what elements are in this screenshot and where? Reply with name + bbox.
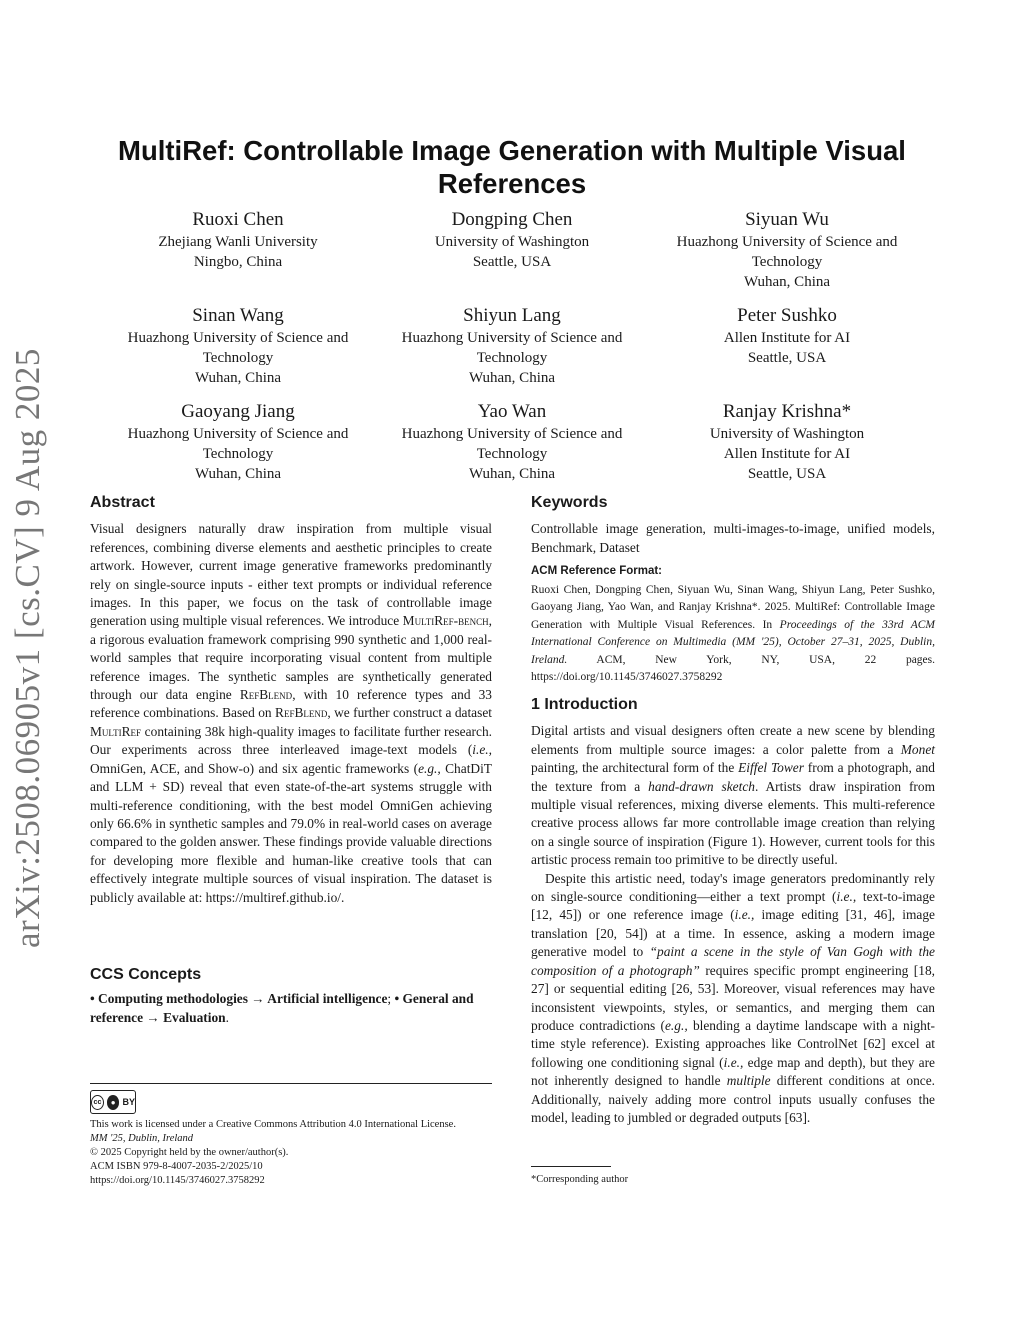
- intro-paragraph: Despite this artistic need, today's image generators predominantly rely on single-source conditioning—either a text prompt (i.e., text-to-image [12, 45]) or one reference image (i.e., image editing [31, 46], image translation [20, 54]) at a time. In essence, asking a modern image generative model to “paint a scene in the style of Van Gogh with the composition of a photograph” requires specific prompt engineering [18, 27] or sequential editing [26, 53]. Moreover, visual references may have inconsistent viewpoints, styles, or semantics, and merging them can produce contradictions (e.g., blending a daytime landscape with a night-time style reference). Existing approaches like ControlNet [62] excel at following one conditioning signal (i.e., edge map and depth), but they are not inherently designed to handle multiple different conditions at once. Additionally, naively adding more control inputs usually confuses the model, leading to jumbled or degraded outputs [63].: [531, 870, 935, 1125]
- introduction-heading: 1 Introduction: [531, 696, 638, 713]
- author-affiliation: Technology: [202, 350, 274, 366]
- author-name: Peter Sushko: [737, 305, 837, 326]
- author-block: [642, 400, 932, 484]
- abstract-heading: Abstract: [90, 494, 155, 511]
- license-text: This work is licensed under a Creative Commons Attribution 4.0 International License.: [90, 1119, 456, 1130]
- acm-reference-section: [531, 563, 935, 687]
- footnote-divider: [531, 1166, 611, 1167]
- author-affiliation: Wuhan, China: [194, 466, 282, 482]
- author-affiliation: Huazhong University of Science and: [676, 234, 898, 250]
- author-name: Gaoyang Jiang: [181, 401, 295, 422]
- venue-text: MM '25, Dublin, Ireland: [90, 1133, 194, 1144]
- author-name: Ruoxi Chen: [192, 209, 284, 230]
- author-name: Sinan Wang: [192, 305, 284, 326]
- author-block: [642, 304, 932, 368]
- abstract-text: Visual designers naturally draw inspiration from multiple visual references, combining diverse elements and aesthetic principles to create artwork. However, current image generative frameworks predominantly rely on single-source inputs - either text prompts or individual reference images. In this paper, we focus on the task of controllable image generation using multiple visual references. We introduce MultiRef-bench, a rigorous evaluation framework comprising 990 synthetic and 1,000 real-world samples that require incorporating visual content from multiple reference images. The synthetic samples are synthetically generated through our data engine RefBlend, with 10 reference types and 33 reference combinations. Based on RefBlend, we further construct a dataset MultiRef containing 38k high-quality images to facilitate further research. Our experiments across three interleaved image-text models (i.e., OmniGen, ACE, and Show-o) and six agentic frameworks (e.g., ChatDiT and LLM + SD) reveal that even state-of-the-art systems struggle with multi-reference conditioning, with the best model OmniGen achieving only 66.6% in synthetic samples and 79.0% in real-world cases on average compared to the golden answer. These findings provide valuable directions for developing more flexible and human-like creative tools that can effectively integrate multiple sources of visual inspiration. The dataset is publicly available at: https://multiref.github.io/.: [90, 521, 492, 905]
- author-block: [642, 208, 932, 292]
- author-affiliation: Huazhong University of Science and: [127, 330, 349, 346]
- keywords-text: Controllable image generation, multi-images-to-image, unified models, Benchmark, Dataset: [531, 521, 935, 555]
- introduction-section: [531, 696, 935, 1127]
- by-icon: ●: [107, 1095, 120, 1110]
- abstract-section: [90, 494, 492, 907]
- paper-title: MultiRef: Controllable Image Generation with Multiple Visual References: [118, 135, 906, 199]
- author-affiliation: Wuhan, China: [194, 370, 282, 386]
- cc-by-license-icon: cc ● BY: [90, 1090, 136, 1114]
- acm-reference-heading: ACM Reference Format:: [531, 565, 662, 577]
- author-affiliation: Wuhan, China: [743, 274, 831, 290]
- author-block: [367, 208, 657, 272]
- author-block: [367, 400, 657, 484]
- author-affiliation: University of Washington: [434, 234, 590, 250]
- author-block: [93, 208, 383, 272]
- author-name: Shiyun Lang: [463, 305, 561, 326]
- author-affiliation: Wuhan, China: [468, 466, 556, 482]
- doi-link[interactable]: https://doi.org/10.1145/3746027.3758292: [90, 1175, 265, 1186]
- author-affiliation: Technology: [476, 446, 548, 462]
- keywords-heading: Keywords: [531, 494, 608, 511]
- author-affiliation: Huazhong University of Science and: [401, 426, 623, 442]
- intro-paragraph: Digital artists and visual designers often create a new scene by blending elements from multiple source images: a color palette from a Monet painting, the architectural form of the Eiffel Tower from a photograph, and the texture from a hand-drawn sketch. Artists draw inspiration from multiple visual references, mixing diverse elements. This multi-reference creative process allows far more controllable image creation than relying on a single source of inspiration (Figure 1). However, current tools for this artistic process remain too primitive to be directly useful.: [531, 723, 935, 868]
- ccs-section: [90, 966, 492, 1027]
- author-affiliation: Allen Institute for AI: [723, 330, 851, 346]
- author-block: [93, 304, 383, 388]
- isbn-text: ACM ISBN 979-8-4007-2035-2/2025/10: [90, 1161, 263, 1172]
- author-affiliation: Huazhong University of Science and: [127, 426, 349, 442]
- author-affiliation: Seattle, USA: [747, 466, 827, 482]
- author-affiliation: Wuhan, China: [468, 370, 556, 386]
- acm-reference-text: Ruoxi Chen, Dongping Chen, Siyuan Wu, Sinan Wang, Shiyun Lang, Peter Sushko, Gaoyang Jiang, Yao Wan, and Ranjay Krishna*. 2025. MultiRef: Controllable Image Generation with Multiple Visual References. In Proceedings of the 33rd ACM International Conference on Multimedia (MM '25), October 27–31, 2025, Dublin, Ireland. ACM, New York, NY, USA, 22 pages. https://doi.org/10.1145/3746027.3758292: [531, 583, 935, 683]
- author-name: Dongping Chen: [451, 209, 573, 230]
- ccs-text: • Computing methodologies → Artificial intelligence; • General and reference → Evaluation.: [90, 991, 474, 1025]
- author-block: [367, 304, 657, 388]
- author-affiliation: Zhejiang Wanli University: [158, 234, 318, 250]
- author-affiliation: Seattle, USA: [747, 350, 827, 366]
- author-affiliation: Technology: [751, 254, 823, 270]
- author-affiliation: Ningbo, China: [193, 254, 283, 270]
- author-name: Yao Wan: [477, 401, 547, 422]
- arxiv-stamp: arXiv:2508.06905v1 [cs.CV] 9 Aug 2025: [8, 348, 47, 948]
- author-affiliation: Allen Institute for AI: [723, 446, 851, 462]
- author-affiliation: Technology: [202, 446, 274, 462]
- ccs-heading: CCS Concepts: [90, 966, 202, 983]
- license-block: [90, 1118, 500, 1188]
- author-affiliation: University of Washington: [709, 426, 865, 442]
- author-affiliation: Technology: [476, 350, 548, 366]
- author-block: [93, 400, 383, 484]
- author-affiliation: Seattle, USA: [472, 254, 552, 270]
- author-name: Siyuan Wu: [745, 209, 829, 230]
- keywords-section: [531, 494, 935, 557]
- author-name: Ranjay Krishna*: [722, 401, 852, 422]
- footnote: *Corresponding author: [531, 1174, 629, 1185]
- divider: [90, 1083, 492, 1084]
- author-affiliation: Huazhong University of Science and: [401, 330, 623, 346]
- copyright-text: © 2025 Copyright held by the owner/author(s).: [90, 1147, 289, 1158]
